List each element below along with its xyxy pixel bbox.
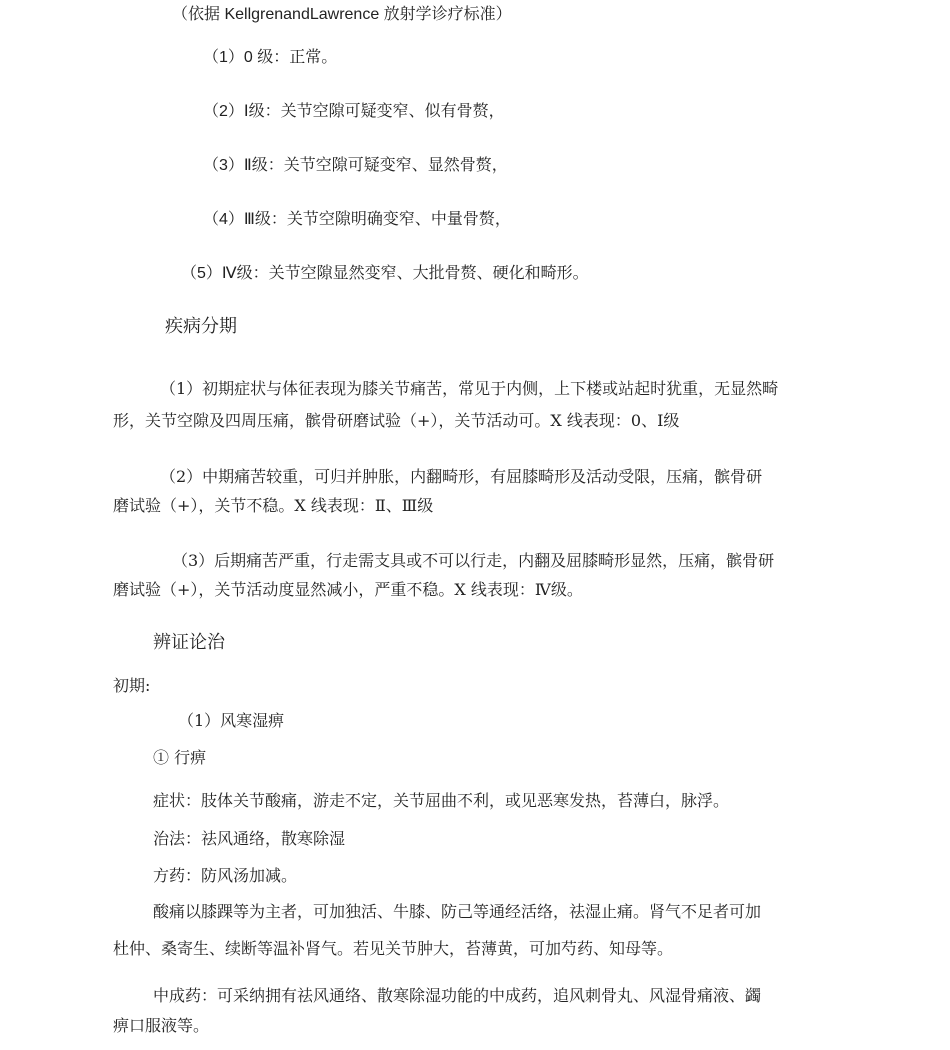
formula-text: 方药：防风汤加减。 [153, 866, 298, 885]
stage-1-line-2: 形，关节空隙及四周压痛，髌骨研磨试验（+），关节活动可。X 线表现：0、Ⅰ级 [113, 411, 680, 430]
stage-3-line-2: 磨试验（+），关节活动度显然减小，严重不稳。X 线表现：Ⅳ级。 [113, 580, 583, 599]
phase-label: 初期: [113, 676, 151, 695]
modification-line-1: 酸痛以膝踝等为主者，可加独活、牛膝、防己等通经活络，祛湿止痛。肾气不足者可加 [153, 902, 762, 921]
grading-intro: （依据 KellgrenandLawrence 放射学诊疗标准） [172, 6, 512, 23]
method-text: 治法：祛风通络，散寒除湿 [153, 829, 346, 848]
symptom-text: 症状：肢体关节酸痛，游走不定，关节屈曲不利，或见恶寒发热，苔薄白，脉浮。 [153, 791, 730, 810]
treatment-heading: 辨证论治 [153, 632, 225, 653]
patent-medicine-line-1: 中成药：可采纳拥有祛风通络、散寒除湿功能的中成药，追风刺骨丸、风湿骨痛液、蠲 [153, 986, 762, 1005]
stage-2-line-2: 磨试验（+），关节不稳。X 线表现：Ⅱ、Ⅲ级 [113, 496, 434, 515]
staging-heading: 疾病分期 [165, 316, 237, 337]
grade-item-3: （4）Ⅲ级：关节空隙明确变窄、中量骨赘， [203, 211, 511, 228]
stage-1-line-1: （1）初期症状与体征表现为膝关节痛苦，常见于内侧，上下楼或站起时犹重，无显然畸 [160, 379, 779, 398]
grade-item-4: （5）Ⅳ级：关节空隙显然变窄、大批骨赘、硬化和畸形。 [181, 265, 589, 282]
stage-2-line-1: （2）中期痛苦较重，可归并肿胀，内翻畸形，有屈膝畸形及活动受限，压痛，髌骨研 [160, 467, 763, 486]
patent-medicine-line-2: 痹口服液等。 [113, 1016, 210, 1035]
modification-line-2: 杜仲、桑寄生、续断等温补肾气。若见关节肿大，苔薄黄，可加芍药、知母等。 [113, 939, 674, 958]
grade-item-2: （3）Ⅱ级：关节空隙可疑变窄、显然骨赘， [203, 157, 508, 174]
grade-item-1: （2）Ⅰ级：关节空隙可疑变窄、似有骨赘， [203, 103, 505, 120]
stage-3-line-1: （3）后期痛苦严重，行走需支具或不可以行走，内翻及屈膝畸形显然，压痛，髌骨研 [172, 551, 775, 570]
syndrome-subtype: ① 行痹 [153, 748, 207, 767]
syndrome-type: （1）风寒湿痹 [178, 711, 285, 730]
grade-item-0: （1）0 级：正常。 [203, 49, 338, 66]
